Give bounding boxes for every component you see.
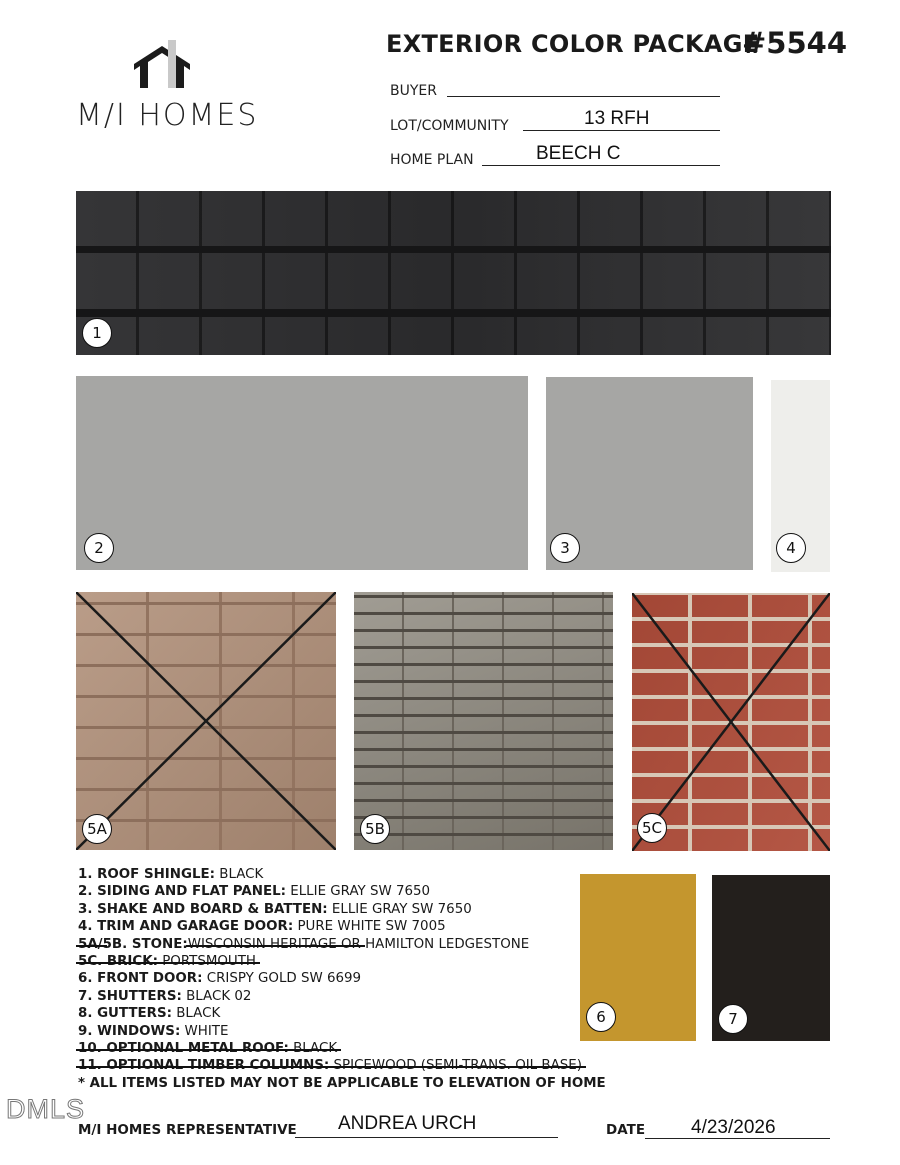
item-label: 7. SHUTTERS: xyxy=(78,988,182,1004)
swatch-number-badge: 5C xyxy=(637,813,667,843)
representative-line xyxy=(295,1137,558,1138)
page-title: EXTERIOR COLOR PACKAGE xyxy=(386,30,760,58)
item-label-struck: 5C. BRICK: xyxy=(78,954,158,970)
home-plan-label: HOME PLAN xyxy=(390,152,474,168)
buyer-label: BUYER xyxy=(390,83,437,99)
item-value: HAMILTON LEDGESTONE xyxy=(360,936,530,952)
item-label: 2. SIDING AND FLAT PANEL: xyxy=(78,884,286,900)
brand-logo-text xyxy=(76,98,258,133)
cross-out-mark xyxy=(76,592,336,850)
list-item xyxy=(78,918,598,935)
item-value: PURE WHITE SW 7005 xyxy=(293,919,446,935)
item-value: CRISPY GOLD SW 6699 xyxy=(202,971,362,987)
item-value: WHITE xyxy=(180,1023,229,1039)
list-item xyxy=(78,883,598,900)
swatch-trim xyxy=(771,380,830,572)
cross-out-mark xyxy=(632,593,830,851)
swatch-brick-5c xyxy=(632,593,830,851)
lot-community-label: LOT/COMMUNITY xyxy=(390,118,509,134)
item-value-struck: PORTSMOUTH xyxy=(157,954,256,970)
list-item xyxy=(78,901,598,918)
brand-logo-wordmark: M/I HOMES xyxy=(76,98,259,133)
swatch-number-badge: 7 xyxy=(718,1004,748,1034)
list-item xyxy=(78,988,598,1005)
list-item xyxy=(78,970,598,987)
date-value: 4/23/2026 xyxy=(691,1117,776,1138)
item-value: ELLIE GRAY SW 7650 xyxy=(327,901,472,917)
item-label-struck: 5A/ xyxy=(78,936,103,952)
item-value-struck: SPICEWOOD (SEMI-TRANS. OIL BASE) xyxy=(329,1058,582,1074)
item-value-struck: WISCONSIN HERITAGE OR xyxy=(187,936,361,952)
representative-value: ANDREA URCH xyxy=(338,1113,477,1134)
item-label: 1. ROOF SHINGLE: xyxy=(78,867,216,882)
swatch-shutters xyxy=(712,875,830,1041)
item-label: 9. WINDOWS: xyxy=(78,1023,181,1039)
swatch-roof-shingle xyxy=(76,191,831,355)
date-label: DATE xyxy=(606,1122,646,1138)
disclaimer-note: * ALL ITEMS LISTED MAY NOT BE APPLICABLE TO ELEVATION OF HOME xyxy=(78,1075,606,1091)
swatch-number-badge: 6 xyxy=(586,1002,616,1032)
lot-community-line xyxy=(523,130,720,131)
item-value: BLACK xyxy=(171,1006,221,1022)
list-item xyxy=(78,936,598,953)
list-item xyxy=(78,1005,598,1022)
color-item-list xyxy=(78,866,606,1092)
list-item xyxy=(78,1023,598,1040)
swatch-stone-5b xyxy=(354,592,613,850)
swatch-number-badge: 2 xyxy=(84,533,114,563)
item-value: ELLIE GRAY SW 7650 xyxy=(286,884,431,900)
item-label: 6. FRONT DOOR: xyxy=(78,971,203,987)
package-number: #5544 xyxy=(742,26,848,60)
swatch-shake xyxy=(546,377,753,570)
item-label: 8. GUTTERS: xyxy=(78,1006,172,1022)
swatch-number-badge: 1 xyxy=(82,318,112,348)
swatch-number-badge: 5B xyxy=(360,814,390,844)
list-item xyxy=(78,1057,598,1074)
home-plan-value: BEECH C xyxy=(536,143,621,164)
item-label-struck: 10. OPTIONAL METAL ROOF: xyxy=(78,1041,289,1057)
lot-community-value: 13 RFH xyxy=(584,108,650,129)
home-plan-line xyxy=(482,165,720,166)
house-logo-icon xyxy=(130,38,194,94)
item-label: 4. TRIM AND GARAGE DOOR: xyxy=(78,919,294,935)
item-label: 3. SHAKE AND BOARD & BATTEN: xyxy=(78,901,328,917)
swatch-number-badge: 4 xyxy=(776,533,806,563)
swatch-stone-5a xyxy=(76,592,336,850)
item-value-struck: BLACK xyxy=(288,1041,338,1057)
list-item xyxy=(78,866,598,883)
dmls-watermark: DMLS xyxy=(6,1094,86,1124)
list-item xyxy=(78,953,598,970)
item-label: 5B. STONE: xyxy=(102,936,188,952)
swatch-number-badge: 5A xyxy=(82,814,112,844)
item-value: BLACK 02 xyxy=(181,988,252,1004)
swatch-siding xyxy=(76,376,528,570)
item-label-struck: 11. OPTIONAL TIMBER COLUMNS: xyxy=(78,1058,330,1074)
buyer-line xyxy=(447,96,720,97)
representative-label: M/I HOMES REPRESENTATIVE xyxy=(78,1122,297,1138)
swatch-number-badge: 3 xyxy=(550,533,580,563)
item-value: BLACK xyxy=(215,867,264,882)
list-item xyxy=(78,1040,598,1057)
